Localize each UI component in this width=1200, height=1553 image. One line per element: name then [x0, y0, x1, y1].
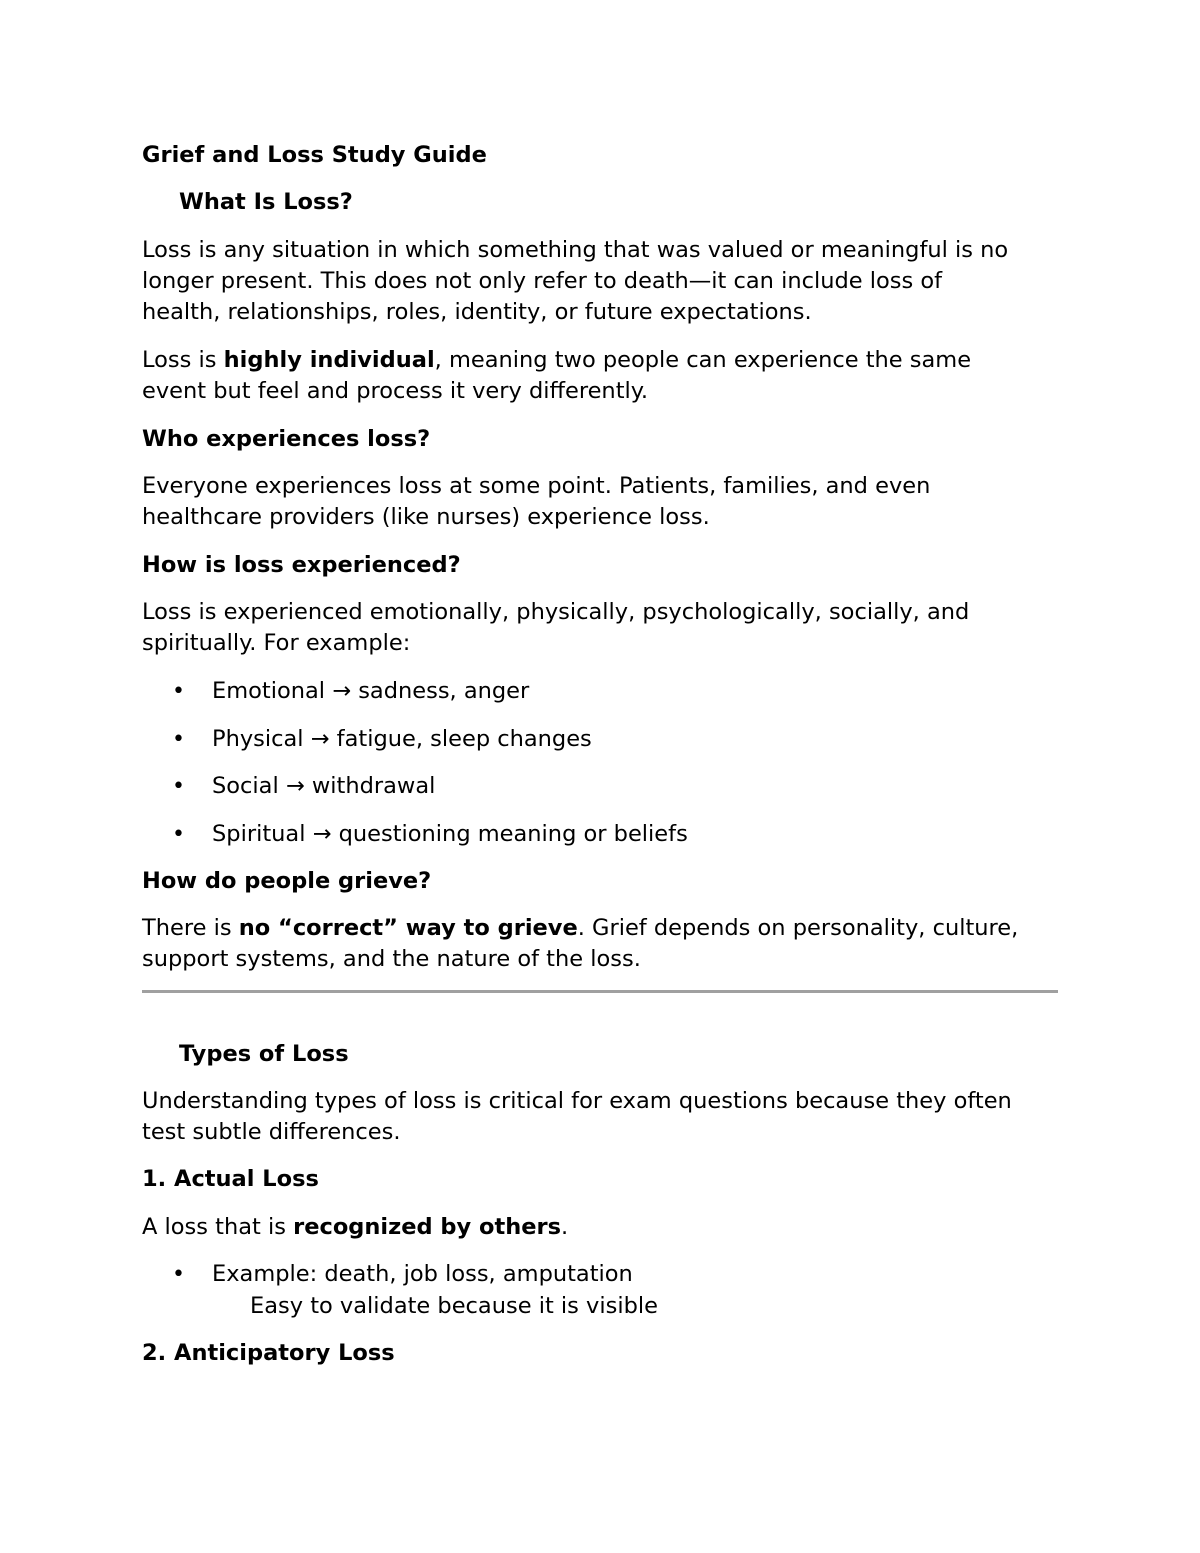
- paragraph-line: longer present. This does not only refer to death—it can include loss of: [142, 268, 943, 294]
- bold-text-run: recognized by others: [293, 1214, 562, 1240]
- section-heading-types-of-loss: Types of Loss: [179, 1041, 349, 1067]
- bullet-icon: •: [172, 1262, 185, 1287]
- list-item: Physical → fatigue, sleep changes: [212, 726, 592, 752]
- text-run: .: [561, 1214, 569, 1240]
- paragraph-line: [142, 349, 971, 372]
- subheading-who-experiences-loss: Who experiences loss?: [142, 426, 431, 452]
- paragraph-line: event but feel and process it very differently.: [142, 378, 649, 404]
- list-item: Emotional → sadness, anger: [212, 678, 530, 704]
- list-item-continuation: Easy to validate because it is visible: [250, 1293, 658, 1319]
- document-title: Grief and Loss Study Guide: [142, 142, 487, 168]
- bullet-icon: •: [172, 822, 185, 847]
- subheading-actual-loss: 1. Actual Loss: [142, 1166, 319, 1192]
- paragraph-line: healthcare providers (like nurses) experience loss.: [142, 504, 710, 530]
- subheading-how-do-people-grieve: How do people grieve?: [142, 868, 432, 894]
- paragraph-line: Understanding types of loss is critical for exam questions because they often: [142, 1088, 1012, 1114]
- text-run: There is: [142, 915, 239, 941]
- bullet-icon: •: [172, 774, 185, 799]
- paragraph-line: spiritually. For example:: [142, 630, 411, 656]
- bullet-icon: •: [172, 679, 185, 704]
- horizontal-divider: [142, 990, 1058, 993]
- bullet-icon: •: [172, 727, 185, 752]
- paragraph-line: health, relationships, roles, identity, or future expectations.: [142, 299, 812, 325]
- section-heading-what-is-loss: What Is Loss?: [179, 189, 353, 215]
- subheading-how-is-loss-experienced: How is loss experienced?: [142, 552, 461, 578]
- paragraph-line: [142, 917, 1018, 940]
- text-run: . Grief depends on personality, culture,: [577, 915, 1019, 941]
- list-item: Spiritual → questioning meaning or beliefs: [212, 821, 688, 847]
- paragraph-line: support systems, and the nature of the loss.: [142, 946, 641, 972]
- paragraph-line: Everyone experiences loss at some point. Patients, families, and even: [142, 473, 931, 499]
- paragraph-line: Loss is experienced emotionally, physically, psychologically, socially, and: [142, 599, 970, 625]
- bold-text-run: no “correct” way to grieve: [238, 915, 578, 941]
- paragraph-line: [142, 1216, 568, 1239]
- subheading-anticipatory-loss: 2. Anticipatory Loss: [142, 1340, 395, 1366]
- bold-text-run: highly individual: [223, 347, 435, 373]
- text-run: A loss that is: [142, 1214, 294, 1240]
- list-item: Example: death, job loss, amputation: [212, 1261, 633, 1287]
- paragraph-line: Loss is any situation in which something that was valued or meaningful is no: [142, 237, 1009, 263]
- text-run: Loss is: [142, 347, 224, 373]
- text-run: , meaning two people can experience the same: [434, 347, 972, 373]
- paragraph-line: test subtle differences.: [142, 1119, 401, 1145]
- list-item: Social → withdrawal: [212, 773, 436, 799]
